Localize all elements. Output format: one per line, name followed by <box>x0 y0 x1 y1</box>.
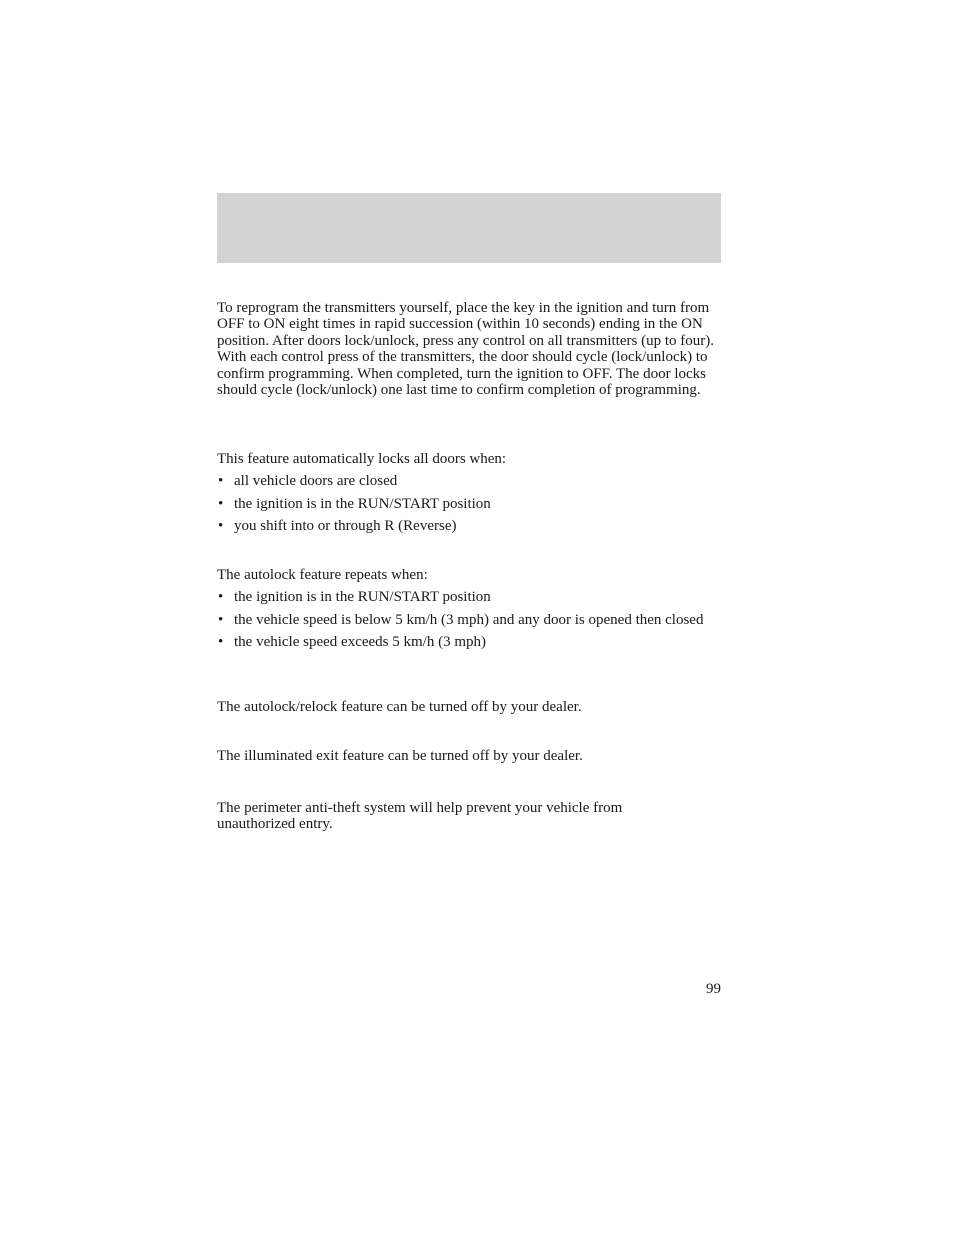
list-item-text: all vehicle doors are closed <box>234 473 398 490</box>
section-header-band <box>217 193 721 263</box>
autolock-list <box>217 473 727 534</box>
anti-theft-paragraph: The perimeter anti-theft system will help prevent your vehicle from unauthorized entry. <box>217 800 623 833</box>
list-item-text: the vehicle speed is below 5 km/h (3 mph) and any door is opened then closed <box>234 611 704 628</box>
list-item-text: the vehicle speed exceeds 5 km/h (3 mph) <box>234 634 486 651</box>
relock-intro: The autolock feature repeats when: <box>217 567 428 583</box>
bullet-icon: • <box>218 495 224 512</box>
list-item <box>217 612 727 628</box>
illuminated-exit-section <box>217 748 727 764</box>
bullet-icon: • <box>218 634 224 651</box>
relock-list <box>217 589 727 650</box>
autolock-intro: This feature automatically locks all doors when: <box>217 451 507 467</box>
list-item <box>217 496 727 512</box>
list-item-text: the ignition is in the RUN/START position <box>234 589 491 606</box>
relock-section <box>217 567 727 651</box>
anti-theft-section <box>217 800 687 833</box>
reprogram-paragraph: To reprogram the transmitters yourself, place the key in the ignition and turn from OFF to ON eight times in rapid succession (within 10 seconds) ending in the ON position. After doors lock/unlock, press any control on all transmitters (up to four). With each control press of the transmitters, the door should cycle (lock/unlock) to confirm programming. When completed, turn the ignition to OFF. The door locks should cycle (lock/unlock) one last time to confirm completion of programming. <box>217 300 714 399</box>
bullet-icon: • <box>218 518 224 535</box>
autolock-off-paragraph: The autolock/relock feature can be turned off by your dealer. <box>217 699 582 715</box>
autolock-off-section <box>217 699 727 715</box>
list-item <box>217 473 727 489</box>
list-item <box>217 518 727 534</box>
list-item-text: you shift into or through R (Reverse) <box>234 518 457 535</box>
bullet-icon: • <box>218 473 224 490</box>
illuminated-exit-paragraph: The illuminated exit feature can be turned off by your dealer. <box>217 748 583 764</box>
bullet-icon: • <box>218 589 224 606</box>
bullet-icon: • <box>218 611 224 628</box>
list-item <box>217 634 727 650</box>
page-number: 99 <box>706 981 721 997</box>
list-item <box>217 589 727 605</box>
reprogram-section <box>217 300 727 398</box>
list-item-text: the ignition is in the RUN/START position <box>234 495 491 512</box>
autolock-section <box>217 451 727 535</box>
